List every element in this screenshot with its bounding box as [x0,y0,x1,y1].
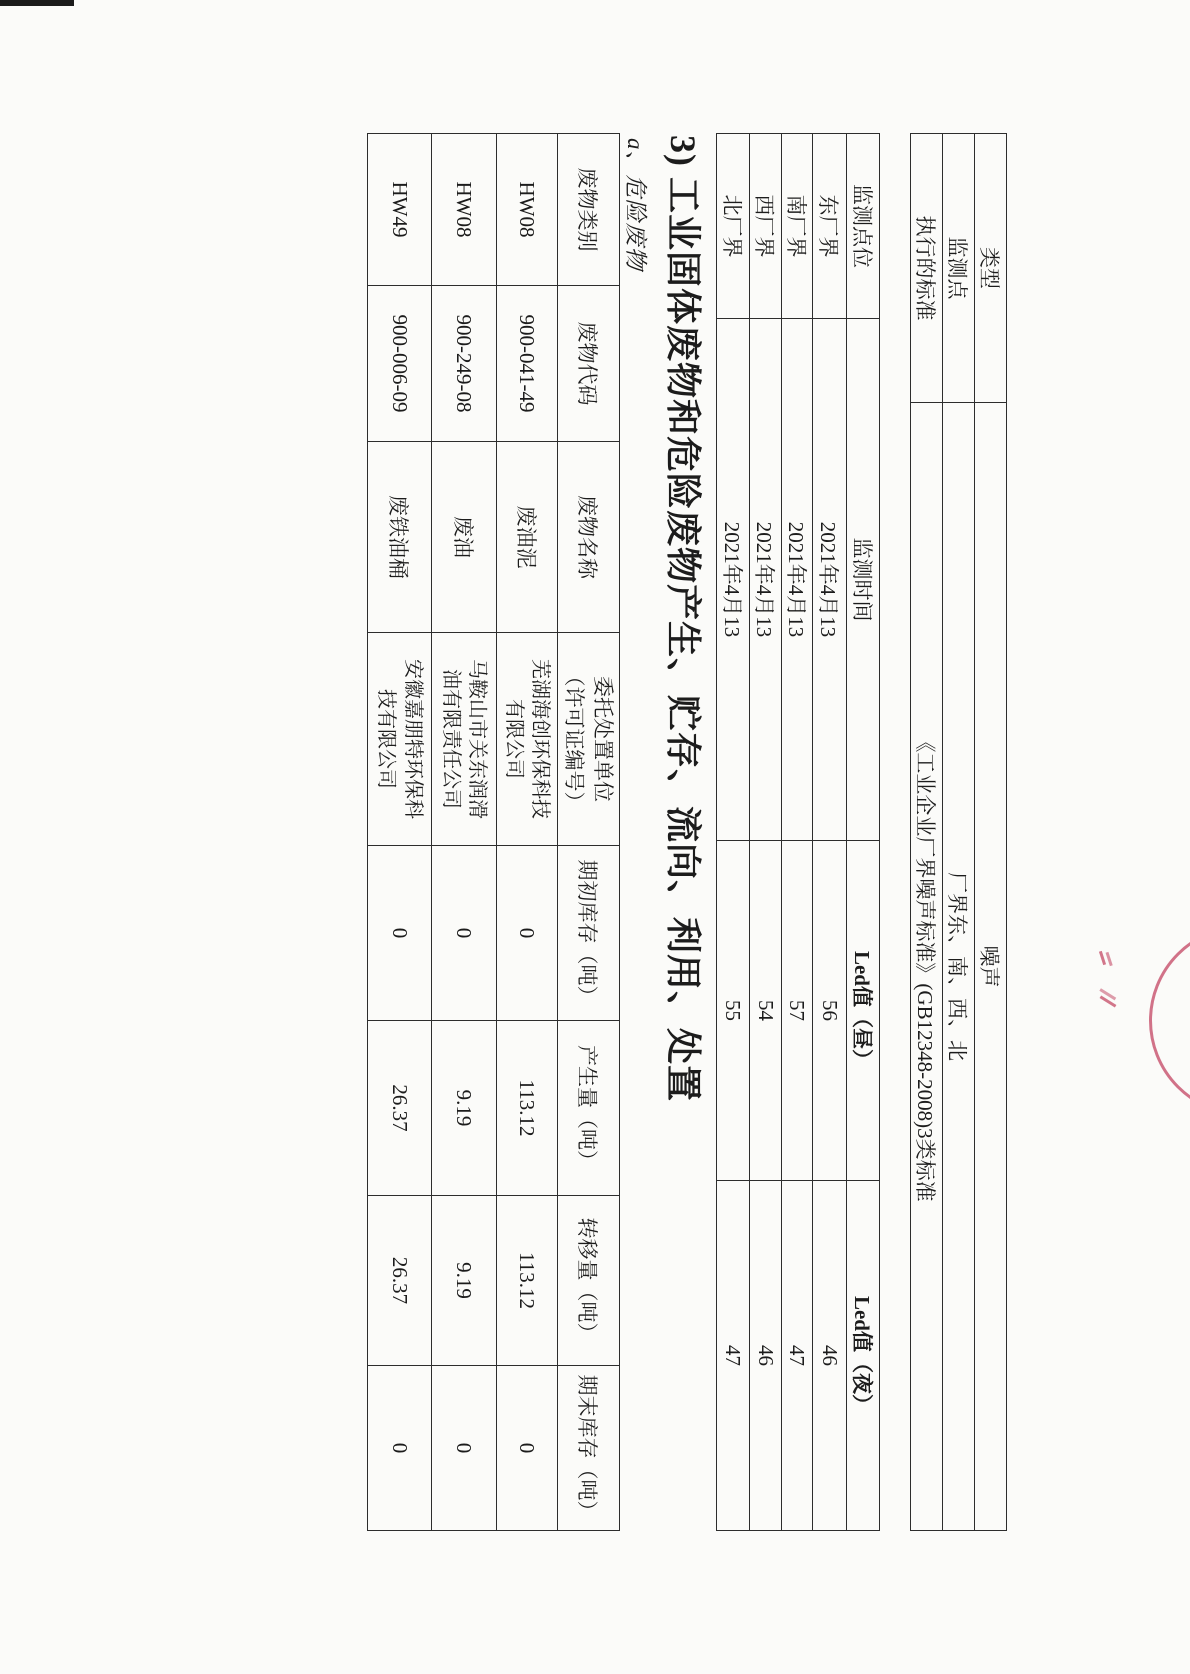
table-cell: 0 [432,846,497,1021]
header-line: （许可证编号） [562,665,587,813]
table-header-cell: 监测时间 [847,319,880,841]
table-header-cell: 转移量（吨） [558,1196,620,1366]
table-row [847,134,880,1531]
table-cell: 900-041-49 [497,286,558,442]
table-header-cell: 类型 [975,134,1007,403]
table-cell: 113.12 [497,1021,558,1196]
table-cell: 9.19 [432,1021,497,1196]
table-cell: 0 [497,1366,558,1531]
table-row [813,134,847,1531]
table-row [911,134,943,1531]
table-cell: 废油 [432,442,497,633]
table-cell: HW08 [497,134,558,286]
section-heading: 3) 工业固体废物和危险废物产生、贮存、流向、利用、处置 [663,135,703,1102]
table-cell: 57 [782,841,813,1181]
table-cell: 47 [717,1181,750,1531]
table-cell: 南厂界 [782,134,813,319]
table-header-cell [558,633,620,846]
table-cell: 2021年4月13 [813,319,847,841]
table-row [717,134,750,1531]
table-row [368,134,432,1531]
table-cell: 46 [750,1181,782,1531]
noise-result-table [716,133,880,1531]
seal-arc-icon [1149,925,1190,1116]
table-cell: 55 [717,841,750,1181]
table-cell: 马鞍山市关东润滑油有限责任公司 [432,633,497,846]
table-row [558,134,620,1531]
table-row [497,134,558,1531]
table-cell: 26.37 [368,1021,432,1196]
table-header-cell: 废物名称 [558,442,620,633]
table-row [432,134,497,1531]
table-cell: 0 [368,846,432,1021]
table-cell: 113.12 [497,1196,558,1366]
table-row [943,134,975,1531]
header-line: 委托处置单位 [590,676,615,802]
table-cell: 56 [813,841,847,1181]
table-cell: 厂界东、南、西、北 [943,403,975,1531]
table-cell: 900-249-08 [432,286,497,442]
table-cell: 废油泥 [497,442,558,633]
table-header-cell: 期末库存（吨） [558,1366,620,1531]
table-cell: 芜湖海创环保科技有限公司 [497,633,558,846]
table-header-cell: 监测点 [943,134,975,403]
table-cell: 54 [750,841,782,1181]
table-cell: 47 [782,1181,813,1531]
table-cell: HW49 [368,134,432,286]
table-cell: 《工业企业厂界噪声标准》(GB12348-2008)3类标准 [911,403,943,1531]
table-cell: 900-006-09 [368,286,432,442]
noise-standard-table [910,133,1007,1531]
table-cell: 0 [497,846,558,1021]
hazardous-waste-table [367,133,620,1531]
table-cell: 2021年4月13 [717,319,750,841]
table-header-cell: 废物代码 [558,286,620,442]
table-cell: 0 [368,1366,432,1531]
table-header-cell: 废物类别 [558,134,620,286]
seal-mark-icon [1099,951,1106,965]
table-row [975,134,1007,1531]
table-cell: 废铁油桶 [368,442,432,633]
table-row [750,134,782,1531]
table-cell: 0 [432,1366,497,1531]
table-cell: 26.37 [368,1196,432,1366]
table-cell: 北厂界 [717,134,750,319]
table-cell: 噪声 [975,403,1007,1531]
table-row [782,134,813,1531]
table-cell: 东厂界 [813,134,847,319]
table-header-cell: 执行的标准 [911,134,943,403]
table-header-cell: 期初库存（吨） [558,846,620,1021]
table-header-cell: 监测点位 [847,134,880,319]
table-cell: 2021年4月13 [782,319,813,841]
table-cell: 9.19 [432,1196,497,1366]
table-cell: 西厂界 [750,134,782,319]
table-header-cell: Led值（夜） [847,1181,880,1531]
table-cell: 46 [813,1181,847,1531]
subsection-heading: a、危险废物 [623,138,648,271]
scan-edge-artifact [0,0,74,6]
table-header-cell: 产生量（吨） [558,1021,620,1196]
seal-mark-icon [1100,995,1117,1007]
table-cell: 安徽嘉朋特环保科技有限公司 [368,633,432,846]
table-cell: HW08 [432,134,497,286]
table-cell: 2021年4月13 [750,319,782,841]
table-header-cell: Led值（昼） [847,841,880,1181]
